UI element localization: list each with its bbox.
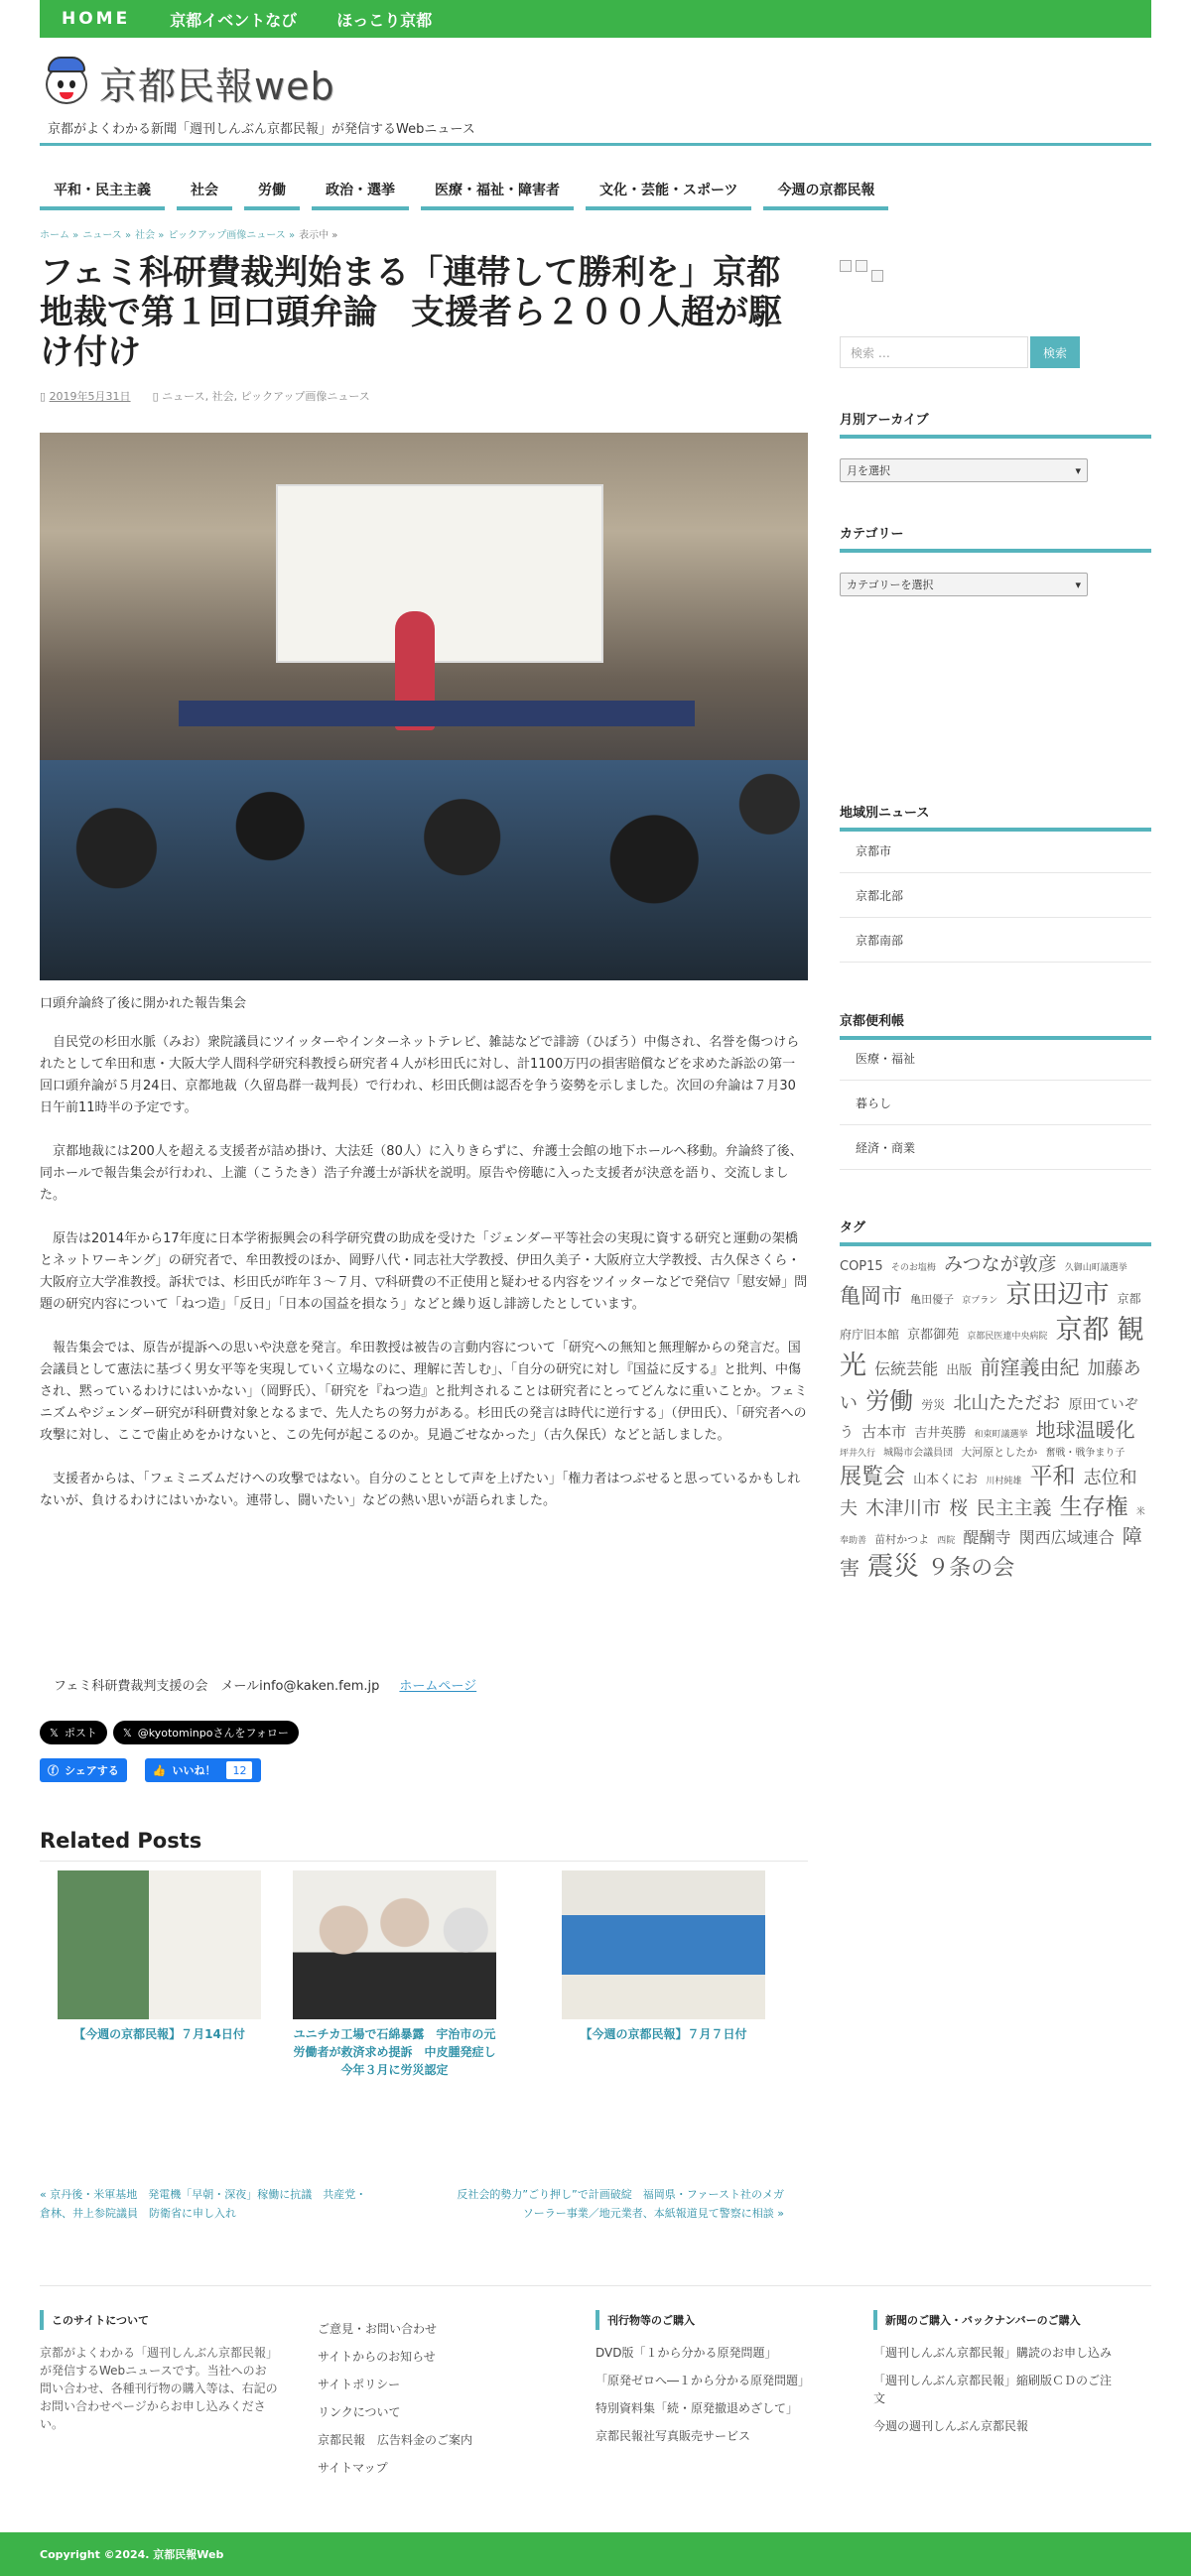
related-post[interactable] — [58, 1870, 261, 2043]
broken-image-icon[interactable] — [871, 270, 883, 282]
photo-caption: 口頭弁論終了後に開かれた報告集会 — [40, 996, 247, 1011]
footer-links — [318, 2310, 566, 2487]
projector-screen — [276, 484, 603, 663]
panel-table — [179, 701, 695, 726]
footer-sub-title: 新聞のご購入・バックナンバーのご購入 — [873, 2310, 1112, 2330]
article-photo — [40, 433, 808, 980]
site-tagline: 京都がよくわかる新聞「週刊しんぶん京都民報」が発信するWebニュース — [48, 122, 475, 137]
footer-pub-link[interactable]: 「原発ゼロへ―１から分かる原発問題」 — [596, 2374, 811, 2387]
footer-about-text: 京都がよくわかる「週刊しんぶん京都民報」が発信するWebニュースです。当社へのお問い合わせ、各種刊行物の購入等は、右記のお問い合わせページからお申し込みください。 — [40, 2346, 279, 2431]
tag-cloud — [840, 1252, 1151, 1585]
footer-sub-link[interactable]: 「週刊しんぶん京都民報」購読のお申し込み — [873, 2346, 1113, 2360]
tag-link[interactable]: 志位和夫 — [840, 1467, 1137, 1519]
tag-link[interactable]: 大河原としたか — [961, 1446, 1038, 1459]
cat-medical[interactable]: 医療・福祉・障害者 — [421, 173, 574, 210]
article-body — [40, 1032, 808, 1534]
crumb-news[interactable]: ニュース » — [82, 230, 132, 241]
tag-link[interactable]: 桜 — [949, 1496, 969, 1519]
related-thumbnail[interactable] — [562, 1870, 765, 2019]
x-post-label: ポスト — [64, 1727, 97, 1739]
tag-link[interactable]: ９条の会 — [927, 1555, 1015, 1581]
tag-link[interactable]: みつなが敦彦 — [944, 1253, 1057, 1275]
tag-link[interactable]: 山本くにお — [913, 1472, 979, 1487]
footer-sub-link[interactable]: 「週刊しんぶん京都民報」縮刷版ＣＤのご注文 — [873, 2374, 1113, 2405]
logo-text: 京都民報web — [99, 64, 335, 108]
tag-link[interactable]: 京都御苑 — [907, 1327, 960, 1343]
tag-link[interactable]: 城陽市会議員団 — [883, 1448, 954, 1459]
tag-link[interactable]: 生存権 — [1059, 1493, 1128, 1520]
nav-home[interactable]: HOME — [62, 9, 131, 29]
tags-title: タグ — [840, 1217, 1151, 1246]
tag-link[interactable]: COP15 — [840, 1259, 883, 1274]
tag-link[interactable]: 出版 — [946, 1363, 973, 1379]
date-icon: ▯ 2019年5月31日 — [40, 390, 131, 403]
mascot-icon — [42, 57, 93, 110]
fb-like-button[interactable] — [145, 1758, 262, 1782]
footer-pub-title: 刊行物等のご購入 — [596, 2310, 844, 2330]
related-title[interactable]: ユニチカ工場で石綿暴露 宇治市の元労働者が救済求め提訴 中皮腫発症し今年３月に労災認定 — [293, 2027, 496, 2077]
chevron-down-icon: ▾ — [1075, 463, 1081, 477]
article-date[interactable]: 2019年5月31日 — [49, 390, 131, 403]
contact-line — [40, 1675, 476, 1694]
related-post[interactable] — [562, 1870, 765, 2043]
footer-link[interactable]: ご意見・お問い合わせ — [318, 2322, 438, 2336]
region-list — [840, 829, 1151, 963]
footer-sub-link[interactable]: 今週の週刊しんぶん京都民報 — [873, 2419, 1029, 2433]
related-thumbnail[interactable] — [58, 1870, 261, 2019]
breadcrumb — [40, 226, 337, 241]
tag-link[interactable]: 関西広域連合 — [1018, 1527, 1115, 1547]
footer-link[interactable]: サイトからのお知らせ — [318, 2350, 436, 2364]
convenience-list — [840, 1036, 1151, 1170]
tag-link[interactable]: 古本市 — [861, 1423, 907, 1441]
footer-link[interactable]: サイトマップ — [318, 2461, 388, 2475]
folder-icon: ▯ ニュース, 社会, ピックアップ画像ニュース — [152, 390, 370, 403]
fb-share-button[interactable] — [40, 1758, 127, 1782]
crumb-pickup[interactable]: ピックアップ画像ニュース » — [168, 230, 296, 241]
archive-select[interactable] — [840, 458, 1088, 482]
tag-link[interactable]: 木津川市 — [865, 1496, 942, 1519]
tag-link[interactable]: 展覧会 — [840, 1464, 906, 1489]
tag-link[interactable]: そのお塩梅 — [890, 1263, 936, 1273]
cat-society[interactable]: 社会 — [177, 173, 232, 210]
category-select[interactable] — [840, 573, 1088, 596]
tag-link[interactable]: 労働 — [865, 1386, 914, 1415]
tag-link[interactable]: 観光 — [840, 1314, 1144, 1382]
tag-link[interactable]: 京都 — [1055, 1314, 1110, 1346]
tag-link[interactable]: 北山たただお — [953, 1392, 1061, 1414]
paragraph: 自民党の杉田水脈（みお）衆院議員にツイッターやインターネットテレビ、雑誌などで誹謗（ひぼう）中傷され、名誉を傷つけられたとして牟田和恵・大阪大学人間科学研究科教授ら研究者４人が杉田氏に対し、計1100万円の損害賠償などを求めた訴訟の第一回口頭弁論が５月24日、京都地裁（久留島群一裁判長）で行われ、杉田氏側は認否を争う姿勢を示しました。次回の弁論は７月30日午前11時半の予定です。 — [40, 1035, 800, 1115]
x-follow-label: @kyotominpoさんをフォロー — [137, 1727, 289, 1739]
tag-link[interactable]: 奮戦・戦争まり子 — [1045, 1448, 1125, 1459]
tag-link[interactable]: 亀岡市 — [840, 1283, 902, 1308]
related-title[interactable]: 【今週の京都民報】７月14日付 — [73, 2027, 245, 2041]
next-post-link[interactable]: 反社会的勢力”ごり押し”で計画破綻 福岡県・ファースト社のメガソーラー事業／地元業者、本紙報道見て警察に相談 » — [457, 2188, 784, 2220]
tag-link[interactable]: 加藤あい — [840, 1358, 1141, 1414]
article-title: フェミ科研費裁判始まる「連帯して勝利を」京都地裁で第１回口頭弁論 支援者ら２００人超が駆け付け — [40, 253, 782, 372]
tag-link[interactable]: 原田ていぞう — [840, 1396, 1138, 1441]
fb-like-label: いいね！ — [172, 1764, 216, 1777]
footer-subscription — [873, 2310, 1112, 2445]
x-icon: 𝕏 — [122, 1726, 132, 1739]
convenience-item[interactable]: 経済・商業 — [840, 1125, 1151, 1170]
tag-link[interactable]: 震災 — [867, 1551, 920, 1582]
footer-link[interactable]: サイトポリシー — [318, 2378, 401, 2391]
x-follow-button[interactable] — [113, 1721, 299, 1744]
x-share-row — [40, 1721, 299, 1744]
archive-select-value: 月を選択 — [847, 464, 890, 477]
tag-link[interactable]: 醍醐寺 — [963, 1527, 1011, 1547]
related-post[interactable] — [293, 1870, 496, 2079]
cat-labor[interactable]: 労働 — [244, 173, 300, 210]
convenience-item[interactable]: 暮らし — [840, 1081, 1151, 1125]
tag-link[interactable]: 西院 — [937, 1535, 956, 1546]
region-title: 地域別ニュース — [840, 802, 1151, 832]
broken-image-icon[interactable] — [856, 260, 867, 272]
tag-link[interactable]: 坪井久行 — [840, 1449, 876, 1459]
crumb-home[interactable]: ホーム » — [40, 230, 79, 241]
x-post-button[interactable] — [40, 1721, 107, 1744]
footer-pub-link[interactable]: 京都民報社写真販売サービス — [596, 2429, 751, 2443]
article-meta — [40, 388, 370, 404]
tag-link[interactable]: 伝統芸能 — [874, 1359, 939, 1379]
prev-post-link[interactable]: « 京丹後・米軍基地 発電機「早朝・深夜」稼働に抗議 共産党・倉林、井上参院議員 防衛省に申し入れ — [40, 2188, 367, 2220]
nav-event[interactable]: 京都イベントなび — [170, 10, 298, 30]
category-select-value: カテゴリーを選択 — [847, 579, 934, 591]
paragraph: 支援者からは、「フェミニズムだけへの攻撃ではない。自分のこととして声を上げたい」「権力者はつぶせると思っているかもしれないが、負けるわけにはいかない。連帯し、闘いたい」などの熱い思いが語られました。 — [40, 1472, 801, 1508]
cat-culture[interactable]: 文化・芸能・スポーツ — [586, 173, 751, 210]
tag-link[interactable]: 和束町議選挙 — [974, 1430, 1028, 1440]
paragraph: 報告集会では、原告が提訴への思いや決意を発言。牟田教授は被告の言動内容について「研究への無知と無理解からの発言だ。国会議員として憲法に基づく男女平等を実現していく立場なのに、理解に苦しむ」、「自分の研究に対し『国益に反する』と批判、中傷され、黙っているわけにはいかない」（岡野氏）、「研究を『ねつ造』と批判されることは研究者にとってどんなに重いことか。フェミニズムやジェンダー研究が科研費対象となるまで、先人たちの努力がある。杉田氏の発言は時代に逆行する」（伊田氏）、「研究者への攻撃に対し、ここで歯止めをかけないと、この先何が起こるのか。見過ごせなかった」（古久保氏）などと話しました。 — [40, 1341, 808, 1443]
tag-link[interactable]: 労災 — [921, 1397, 946, 1412]
article-categories[interactable]: ニュース, 社会, ピックアップ画像ニュース — [162, 390, 370, 403]
archive-title: 月別アーカイブ — [840, 409, 1151, 439]
tag-link[interactable]: 苗村かつよ — [874, 1532, 930, 1546]
related-title[interactable]: 【今週の京都民報】７月７日付 — [580, 2027, 747, 2041]
nav-hokkori[interactable]: ほっこり京都 — [336, 10, 433, 30]
facebook-icon: ⓕ — [48, 1764, 59, 1777]
footer-link[interactable]: 京都民報 広告料金のご案内 — [318, 2433, 473, 2447]
footer-about-title: このサイトについて — [40, 2310, 278, 2330]
region-item[interactable]: 京都市 — [840, 829, 1151, 873]
tag-link[interactable]: 地球温暖化 — [1035, 1418, 1135, 1442]
copyright: Copyright ©2024. 京都民報Web — [0, 2532, 1191, 2576]
site-logo[interactable] — [42, 56, 335, 110]
tag-link[interactable]: 米奉助善 — [840, 1506, 1145, 1546]
header-divider — [40, 143, 1151, 146]
broken-image-icon[interactable] — [840, 260, 852, 272]
tag-link[interactable]: 平和 — [1029, 1463, 1076, 1489]
tag-link[interactable]: 吉井英勝 — [914, 1426, 967, 1441]
cat-peace[interactable]: 平和・民主主義 — [40, 173, 165, 210]
region-item[interactable]: 京都南部 — [840, 918, 1151, 963]
x-icon: 𝕏 — [50, 1726, 59, 1739]
footer-pub-link[interactable]: DVD版「１から分かる原発問題」 — [596, 2346, 777, 2360]
contact-text: フェミ科研費裁判支援の会 メールinfo@kaken.fem.jp — [54, 1679, 380, 1694]
crumb-society[interactable]: 社会 » — [135, 230, 165, 241]
paragraph: 原告は2014年から17年度に日本学術振興会の科学研究費の助成を受けた「ジェンダー平等社会の実現に資する研究と運動の架橋とネットワーキング」の研究者で、牟田教授のほか、岡野八代・同志社大学教授、伊田久美子・大阪府立大学教授、古久保さくら・大阪府立大学准教授。訴状では、杉田氏が昨年３～７月、▽科研費の不正使用と疑わせる内容をツイッターなどで発信▽「慰安婦」問題の研究内容について「ねつ造」「反日」「日本の国益を損なう」などと繰り返し誹謗したとしています。 — [40, 1231, 808, 1312]
category-nav — [40, 173, 888, 210]
search-form — [840, 336, 1080, 368]
tag-link[interactable]: 亀田優子 — [910, 1292, 955, 1306]
crumb-current: 表示中 » — [299, 230, 338, 241]
tag-link[interactable]: 障害 — [840, 1523, 1142, 1580]
cat-weekly[interactable]: 今週の京都民報 — [763, 173, 888, 210]
category-title: カテゴリー — [840, 523, 1151, 553]
tag-link[interactable]: 京都府庁旧本館 — [840, 1291, 1141, 1342]
tag-link[interactable]: 京田辺市 — [1005, 1279, 1110, 1310]
tag-link[interactable]: 京都民医連中央病院 — [967, 1331, 1048, 1342]
sidebar-banners — [840, 260, 883, 282]
region-item[interactable]: 京都北部 — [840, 873, 1151, 918]
top-nav — [40, 0, 1151, 38]
tag-link[interactable]: 川村純雄 — [986, 1476, 1022, 1486]
search-button[interactable]: 検索 — [1030, 336, 1080, 368]
fb-share-row — [40, 1758, 261, 1782]
footer-about — [40, 2310, 278, 2433]
tag-link[interactable]: 前窪義由紀 — [980, 1355, 1080, 1380]
tag-link[interactable]: 京プラン — [962, 1295, 998, 1306]
footer-link[interactable]: リンクについて — [318, 2405, 401, 2419]
thumbs-up-icon: 👍 — [152, 1763, 167, 1777]
tag-link[interactable]: 久御山町議選挙 — [1064, 1263, 1127, 1273]
paragraph: 京都地裁には200人を超える支援者が詰め掛け、大法廷（80人）に入りきらずに、弁護士会館の地下ホールへ移動。弁論終了後、同ホールで報告集会が行われ、上瀧（こうたき）浩子弁護士が訴状を説明。原告や傍聴に入った支援者が決意を語り、交流しました。 — [40, 1144, 803, 1203]
footer-pub-link[interactable]: 特別資料集「続・原発撤退めざして」 — [596, 2401, 799, 2415]
fb-like-count: 12 — [225, 1760, 253, 1780]
fb-share-label: シェアする — [65, 1764, 119, 1777]
cat-politics[interactable]: 政治・選挙 — [312, 173, 409, 210]
convenience-title: 京都便利帳 — [840, 1010, 1151, 1040]
footer-publications — [596, 2310, 844, 2455]
related-heading: Related Posts — [40, 1829, 808, 1862]
audience — [40, 760, 808, 980]
convenience-item[interactable]: 医療・福祉 — [840, 1036, 1151, 1081]
related-thumbnail[interactable] — [293, 1870, 496, 2019]
footer-divider — [40, 2285, 1151, 2286]
search-input[interactable]: 検索 … — [840, 336, 1028, 368]
homepage-link[interactable]: ホームページ — [399, 1679, 477, 1694]
tag-link[interactable]: 民主主義 — [976, 1496, 1052, 1519]
chevron-down-icon: ▾ — [1075, 578, 1081, 591]
